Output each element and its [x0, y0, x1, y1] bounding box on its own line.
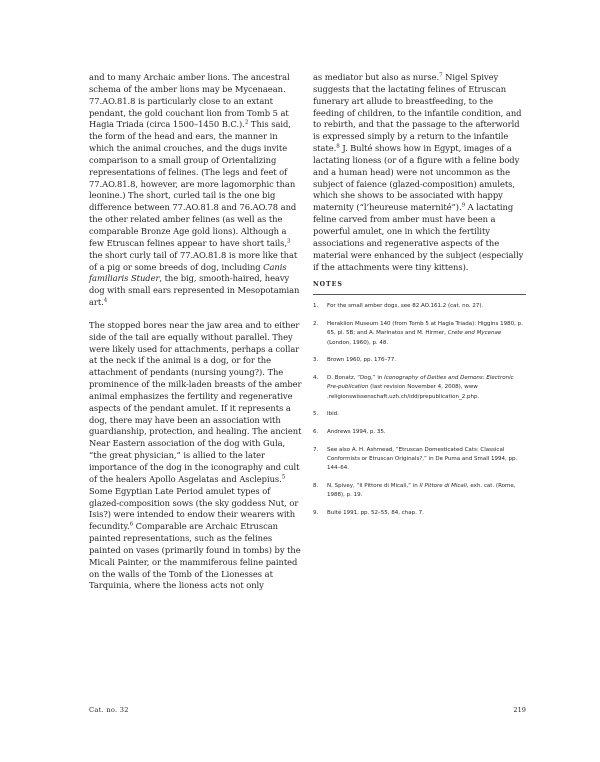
footnote-ref[interactable]: 4	[103, 297, 108, 304]
footnote-ref[interactable]: 2	[244, 119, 249, 126]
paragraph: The stopped bores near the jaw area and to either side of the tail are equally without parallel. They were likely used for attachments, perhaps a collar at the neck if the animal is a dog, or for the attachment of pendants (nursing young?). The prominence of the milk-laden breasts of the amber animal emphasizes the fertility and regenerative aspects of the pendant amulet. If it represents a dog, there may have been an association with guardianship, protection, and healing. The ancient Near Eastern association of the dog with Gula, “the great physician,” is allied to the later importance of the dog in the iconography and cult of the healers Apollo Asgelatas and Asclepius.$^5$ Some Egyptian Late Period amulet types of glazed-composition sows (the sky goddess Nut, or Isis?) were intended to endow their wearers with fecundity.$^6$ Comparable are Archaic Etruscan painted representations, such as the felines painted on vases (primarily found in tombs) by the Micali Painter, or the mammiferous feline painted on the walls of the Tomb of the Lionesses at Tarquinia, where the lioness acts not only	[89, 319, 302, 591]
note-item: 3. Brown 1960, pp. 176–77.	[313, 357, 396, 364]
paragraph: as mediator but also as nurse.$^7$ Nigel Spivey suggests that the lactating felines of Etruscan funerary art allude to breastfeeding, to the feeding of children, to the infantile condition, and to rebirth, and that the passage to the afterworld is expressed simply by a return to the infantile state.$^8$ J. Bulté shows how in Egypt, images of a lactating lioness (or of a figure with a feline body and a human head) were not uncommon as the subject of faience (glazed-composition) amulets, which she shows to be associated with happy maternity (“l’heureuse maternité”).$^9$ A lactating feline carved from amber must have been a powerful amulet, one in which the fertility associations and regenerative aspects of the material were enhanced by the subject (especially if the attachments were tiny kittens).	[313, 72, 524, 272]
notes-list	[313, 302, 526, 518]
note-item: 5. Ibid.	[313, 411, 339, 418]
left-column	[89, 72, 302, 592]
footnote-ref[interactable]: 7	[439, 72, 443, 79]
footnote-ref[interactable]: 5	[281, 474, 286, 481]
page-number: 219	[513, 706, 526, 714]
notes-heading: NOTES	[313, 281, 526, 295]
note-item: 6. Andrews 1994, p. 35.	[313, 429, 386, 436]
footnote-ref[interactable]: 6	[129, 521, 134, 528]
note-item: 8. N. Spivey, “Il Pittore di Micali,” in Il Pittore di Micali, exh. cat. (Rome, 1988), p. 19.	[313, 483, 516, 499]
paragraph: and to many Archaic amber lions. The ancestral schema of the amber lions may be Mycenaean. 77.AO.81.8 is particularly close to an extant pendant, the gold couchant lion from Tomb 5 at Hagia Triada (circa 1500–1450 B.C.).$^2$ This said, the form of the head and ears, the manner in which the animal crouches, and the dugs invite comparison to a small group of Orientalizing representations of felines. (The legs and feet of 77.AO.81.8, however, are more lagomorphic than leonine.) The short, curled tail is the one big difference between 77.AO.81.8 and 76.AO.78 and the other related amber felines (as well as the comparable Bronze Age gold lions). Although a few Etruscan felines appear to have short tails,$^3$ the short curly tail of 77.AO.81.8 is more like that of a pig or some breeds of dog, including Canis familiaris Studer, the big, smooth-haired, heavy dog with small ears represented in Mesopotamian art.$^4$	[89, 72, 300, 308]
note-item: 4. D. Bonatz, “Dog,” in Iconography of Deities and Demons: Electronic Pre-publication (last revision November 4, 2008), www .religionswissenschaft.uzh.ch/idd/prepublication_2.php.	[313, 375, 514, 400]
note-item: 2. Heraklion Museum 140 (from Tomb 5 at Hagia Triada): Higgins 1980, p. 65, pl. 5B; and A. Marinatos and M. Hirmer, Crete and Mycenae (London, 1960), p. 48.	[313, 321, 523, 346]
note-item: 1. For the small amber dogs, see 82.AO.161.2 (cat. no. 27).	[313, 303, 484, 310]
note-item: 9. Bulté 1991, pp. 52–55, 84, chap. 7.	[313, 510, 424, 517]
footnote-ref[interactable]: 3	[286, 238, 291, 245]
right-column	[313, 72, 526, 527]
catalog-number: Cat. no. 32	[89, 706, 129, 714]
footnote-ref[interactable]: 8	[336, 143, 340, 150]
note-item: 7. See also A. H. Ashmead, “Etruscan Domesticated Cats: Classical Conformists or Etruscan Originals?,” in De Puma and Small 1994, pp. 144–64.	[313, 446, 518, 472]
footnote-ref[interactable]: 9	[461, 202, 466, 209]
